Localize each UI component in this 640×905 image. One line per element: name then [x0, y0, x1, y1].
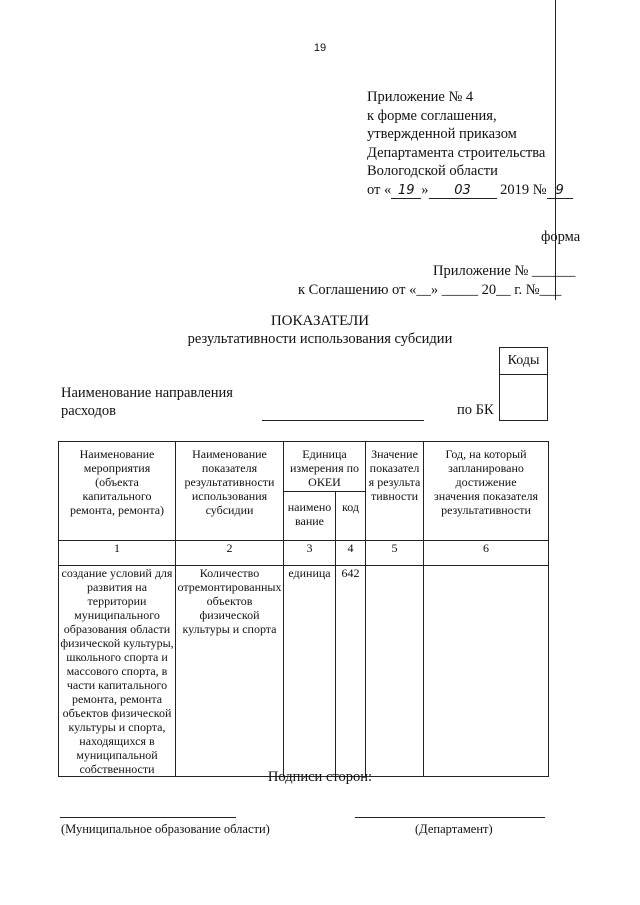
date-prefix: от « — [367, 181, 392, 198]
appendix-line-1: Приложение № 4 — [367, 89, 474, 105]
page-subtitle: результативности использования субсидии — [187, 331, 453, 347]
date-number: 9 — [547, 183, 573, 199]
signature-line-left — [60, 817, 236, 818]
appendix-line-3: утвержденной приказом — [367, 126, 517, 142]
col-number-3: 3 — [284, 541, 336, 566]
header-unit: Единица измерения по ОКЕИ — [284, 442, 366, 492]
col-number-2: 2 — [176, 541, 284, 566]
table-number-row — [59, 541, 549, 566]
indicators-table — [58, 441, 549, 777]
col-number-5: 5 — [366, 541, 424, 566]
appendix-date-line — [367, 181, 573, 200]
direction-blank-line — [262, 420, 424, 421]
codes-box — [499, 347, 548, 421]
appendix-blank: Приложение № ______ — [433, 263, 576, 279]
codes-label: Коды — [500, 348, 547, 375]
appendix-block — [367, 88, 573, 199]
col-number-6: 6 — [424, 541, 549, 566]
date-day: 19 — [391, 183, 421, 199]
table-header-row — [59, 442, 549, 492]
appendix-line-2: к форме соглашения, — [367, 107, 497, 124]
header-year: Год, на который запланировано достижение значения показателя результативности — [424, 442, 549, 541]
cell-year — [424, 566, 549, 777]
date-mid: » — [421, 181, 429, 198]
direction-line-2: расходов — [61, 403, 116, 419]
cell-event: создание условий для развития на территории муниципального образования области физической культуры, школьного спорта и массового спорта, в части капитального ремонта, ремонта объектов физической культуры и спорта, находящихся в муниципальной собственности — [60, 566, 174, 776]
page-title: ПОКАЗАТЕЛИ — [270, 313, 370, 329]
appendix-line-4: Департамента строительства — [367, 144, 546, 161]
cell-unit: единица — [284, 566, 336, 777]
cell-code: 642 — [336, 566, 366, 777]
table-row — [59, 566, 549, 777]
col-number-4: 4 — [336, 541, 366, 566]
direction-label — [61, 384, 233, 420]
page-number: 19 — [313, 42, 327, 54]
po-bk-label: по БК — [457, 402, 494, 418]
signature-label-left: (Муниципальное образование области) — [61, 822, 270, 836]
header-unit-name: наименование — [284, 492, 336, 541]
direction-line-1: Наименование направления — [61, 385, 233, 401]
signatures-title: Подписи сторон: — [267, 769, 373, 785]
agreement-line: к Соглашению от «__» _____ 20__ г. №___ — [298, 282, 562, 298]
forma-label: форма — [541, 229, 581, 245]
col-number-1: 1 — [59, 541, 176, 566]
signature-label-right: (Департамент) — [415, 822, 493, 836]
header-event: Наименование мероприятия (объекта капитального ремонта, ремонта) — [59, 442, 176, 541]
date-year: 2019 № — [500, 181, 547, 198]
cell-indicator: Количество отремонтированных объектов физической культуры и спорта — [176, 566, 284, 777]
cell-value — [366, 566, 424, 777]
signature-line-right — [355, 817, 545, 818]
header-unit-code: код — [336, 492, 366, 541]
date-month: 03 — [429, 183, 497, 199]
appendix-line-5: Вологодской области — [367, 163, 498, 179]
header-indicator: Наименование показателя результативности использования субсидии — [176, 442, 284, 541]
header-value: Значение показателя результативности — [366, 442, 424, 541]
